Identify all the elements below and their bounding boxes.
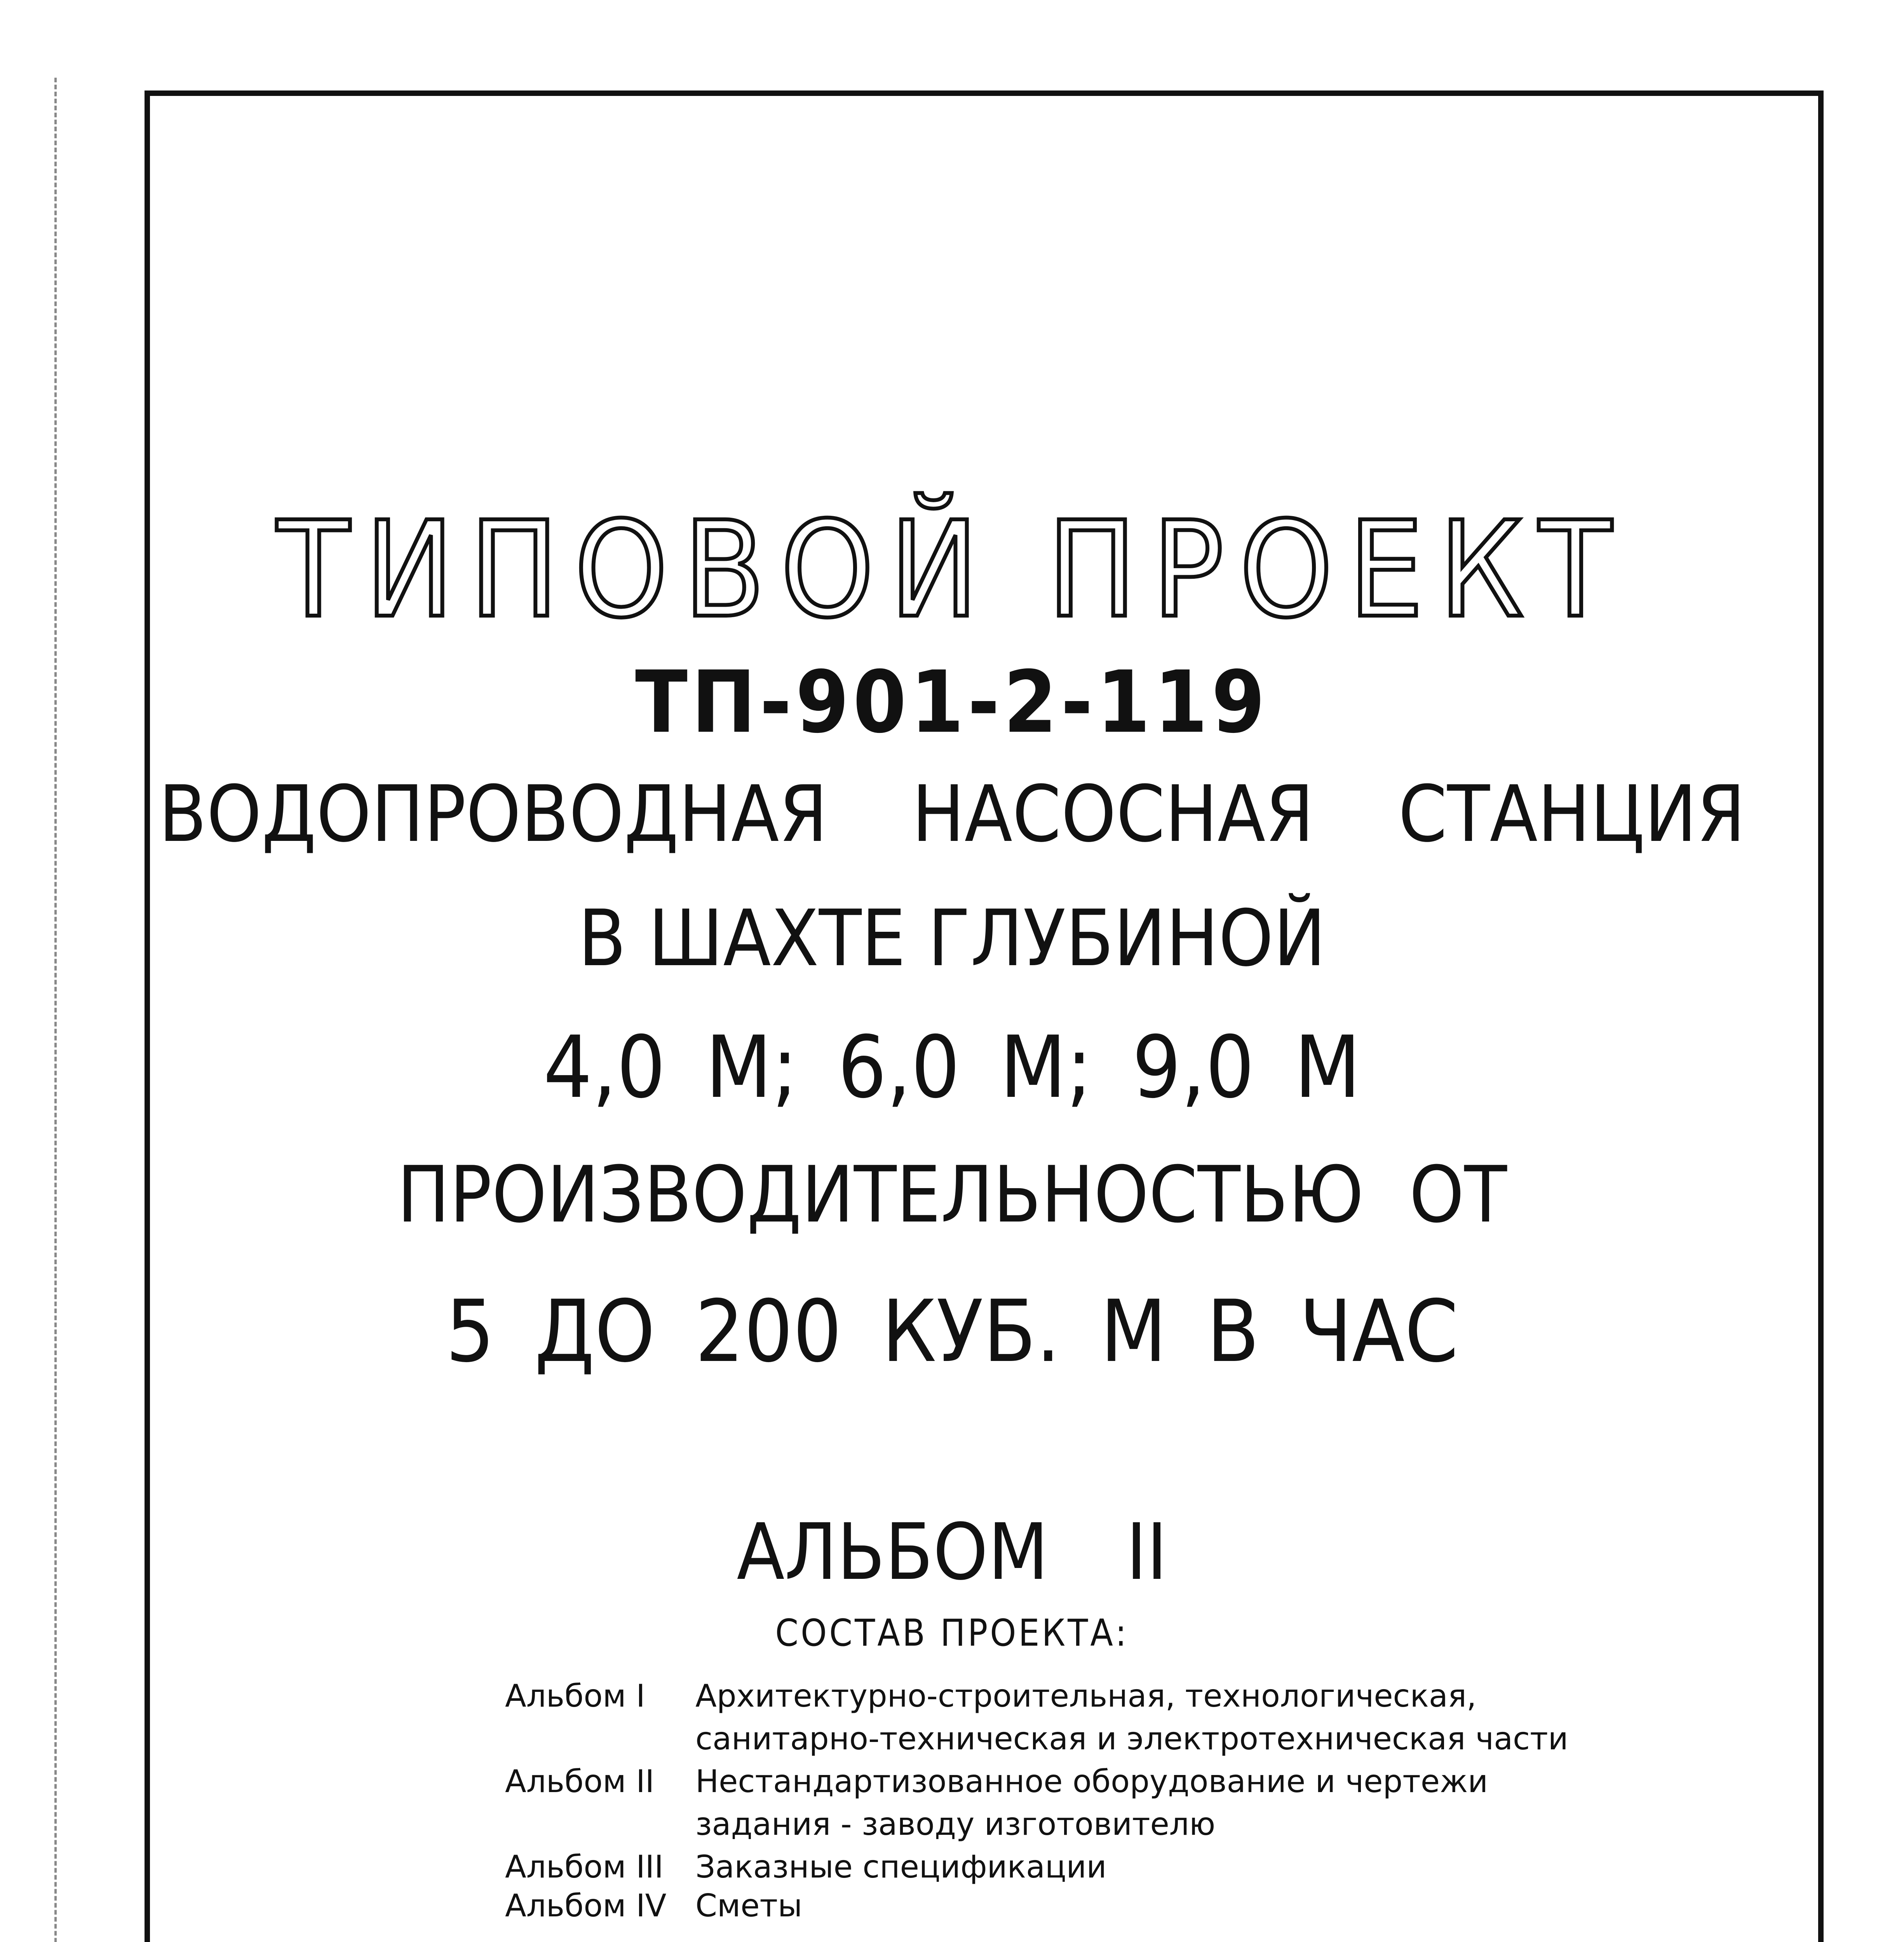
title-line-2: В ШАХТЕ ГЛУБИНОЙ: [578, 893, 1326, 984]
album-1-label: Альбом I: [505, 1678, 645, 1714]
album-4-desc: Сметы: [695, 1888, 803, 1924]
album-heading: [0, 1507, 1904, 1597]
album-3-label: Альбом III: [505, 1849, 664, 1885]
album-number: II: [1126, 1507, 1167, 1597]
drawing-frame: [145, 90, 1824, 1942]
title-line-1: ВОДОПРОВОДНАЯ НАСОСНАЯ СТАНЦИЯ: [159, 769, 1745, 860]
title-line-4: ПРОИЗВОДИТЕЛЬНОСТЬЮ ОТ: [397, 1150, 1507, 1240]
album-2-desc-cont: задания - заводу изготовителю: [695, 1806, 1216, 1842]
heading-typical-project: ТИПОВОЙ ПРОЕКТ: [277, 493, 1627, 647]
album-2-label: Альбом II: [505, 1763, 655, 1799]
album-2-desc: Нестандартизованное оборудование и чертежи: [695, 1763, 1488, 1799]
album-label: АЛЬБОМ: [737, 1507, 1049, 1597]
album-3-desc: Заказные спецификации: [695, 1849, 1107, 1885]
album-1-desc: Архитектурно-строительная, технологическая,: [695, 1678, 1477, 1714]
title-line-5: 5 ДО 200 КУБ. М В ЧАС: [446, 1282, 1458, 1381]
album-1-desc-cont: санитарно-техническая и электротехническая части: [695, 1721, 1568, 1757]
project-code: ТП-901-2-119: [635, 653, 1269, 752]
title-line-3: 4,0 М; 6,0 М; 9,0 М: [543, 1018, 1361, 1117]
composition-title: СОСТАВ ПРОЕКТА:: [775, 1612, 1129, 1655]
album-4-label: Альбом IV: [505, 1888, 667, 1924]
binding-line: [54, 78, 57, 1942]
